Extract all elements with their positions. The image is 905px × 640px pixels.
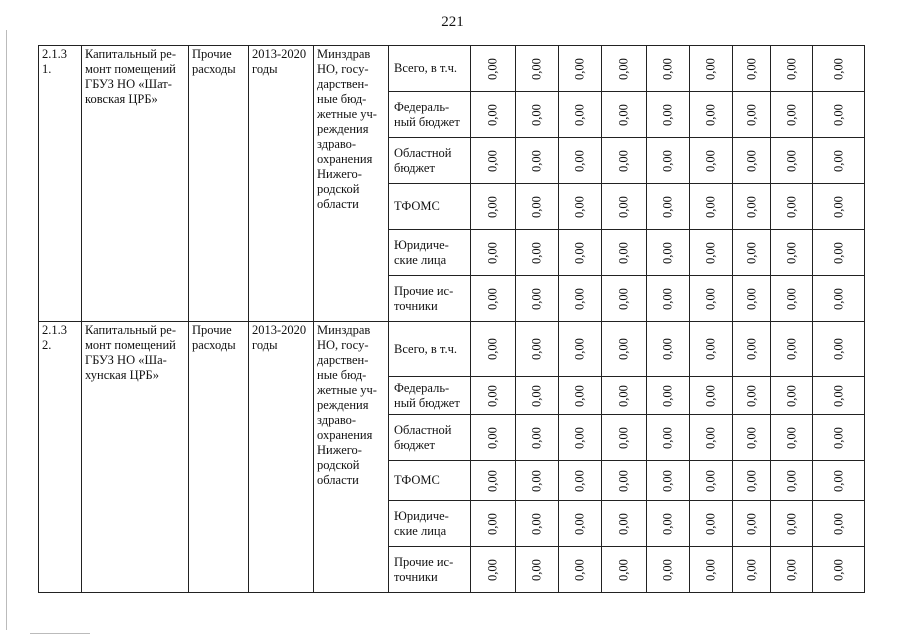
value-text: 0,00 — [616, 512, 631, 535]
value-cell — [771, 138, 813, 184]
value-cell — [471, 46, 516, 92]
value-text: 0,00 — [616, 558, 631, 581]
executor-cell: Минздрав НО, госу-дарствен-ные бюд-жетные уч-реждения здраво-охранения Нижего-родской области — [314, 46, 389, 322]
value-text: 0,00 — [529, 469, 544, 492]
value-text: 0,00 — [784, 57, 798, 80]
value-cell — [559, 230, 602, 276]
value-text: 0,00 — [703, 57, 718, 80]
value-cell — [471, 501, 516, 547]
item-code-cell: 2.1.3 1. — [39, 46, 82, 322]
value-cell — [471, 184, 516, 230]
value-cell — [647, 322, 690, 377]
value-text: 0,00 — [831, 195, 845, 218]
value-cell — [559, 461, 602, 501]
value-text: 0,00 — [744, 195, 758, 218]
value-cell — [813, 377, 865, 415]
value-cell — [471, 415, 516, 461]
value-text: 0,00 — [529, 103, 544, 126]
value-cell — [813, 184, 865, 230]
value-cell — [733, 92, 771, 138]
value-text: 0,00 — [744, 384, 758, 407]
value-text: 0,00 — [784, 384, 798, 407]
value-text: 0,00 — [703, 512, 718, 535]
value-cell — [516, 415, 559, 461]
value-cell — [516, 230, 559, 276]
value-text: 0,00 — [660, 103, 675, 126]
item-name-cell: Капитальный ре-монт помещений ГБУЗ НО «Ша-хунская ЦРБ» — [82, 322, 189, 593]
value-text: 0,00 — [660, 241, 675, 264]
value-text: 0,00 — [784, 195, 798, 218]
value-text: 0,00 — [572, 426, 587, 449]
table-row — [39, 322, 865, 377]
value-cell — [602, 415, 647, 461]
value-text: 0,00 — [485, 338, 500, 360]
value-text: 0,00 — [831, 558, 845, 581]
value-text: 0,00 — [744, 512, 758, 535]
value-cell — [690, 415, 733, 461]
value-text: 0,00 — [744, 103, 758, 126]
value-text: 0,00 — [660, 512, 675, 535]
value-cell — [647, 547, 690, 593]
value-text: 0,00 — [831, 338, 845, 360]
value-text: 0,00 — [529, 558, 544, 581]
value-cell — [771, 547, 813, 593]
value-text: 0,00 — [744, 426, 758, 449]
funding-source-cell: Юридиче-ские лица — [389, 501, 471, 547]
value-cell — [516, 461, 559, 501]
value-text: 0,00 — [485, 384, 500, 407]
value-cell — [733, 547, 771, 593]
value-cell — [771, 501, 813, 547]
value-cell — [771, 92, 813, 138]
value-cell — [771, 461, 813, 501]
page-number: 221 — [441, 14, 464, 30]
value-text: 0,00 — [744, 241, 758, 264]
value-cell — [813, 46, 865, 92]
value-cell — [516, 322, 559, 377]
value-cell — [559, 377, 602, 415]
value-cell — [602, 322, 647, 377]
value-cell — [471, 377, 516, 415]
value-text: 0,00 — [529, 287, 544, 310]
value-cell — [647, 184, 690, 230]
value-cell — [771, 377, 813, 415]
value-cell — [559, 501, 602, 547]
value-cell — [647, 276, 690, 322]
value-cell — [733, 415, 771, 461]
funding-source-cell: ТФОМС — [389, 184, 471, 230]
value-cell — [602, 276, 647, 322]
value-text: 0,00 — [485, 426, 500, 449]
value-text: 0,00 — [485, 241, 500, 264]
value-cell — [647, 230, 690, 276]
funding-source-cell: Областной бюджет — [389, 415, 471, 461]
value-cell — [602, 230, 647, 276]
value-text: 0,00 — [529, 512, 544, 535]
value-text: 0,00 — [703, 195, 718, 218]
value-text: 0,00 — [703, 469, 718, 492]
value-text: 0,00 — [784, 469, 798, 492]
value-cell — [690, 322, 733, 377]
value-text: 0,00 — [831, 57, 845, 80]
value-cell — [559, 46, 602, 92]
value-text: 0,00 — [831, 384, 845, 407]
value-text: 0,00 — [572, 287, 587, 310]
value-text: 0,00 — [572, 195, 587, 218]
value-text: 0,00 — [660, 57, 675, 80]
value-text: 0,00 — [572, 338, 587, 360]
funding-source-cell: Юридиче-ские лица — [389, 230, 471, 276]
item-code-cell: 2.1.3 2. — [39, 322, 82, 593]
value-text: 0,00 — [485, 103, 500, 126]
value-text: 0,00 — [784, 287, 798, 310]
value-cell — [516, 377, 559, 415]
value-text: 0,00 — [616, 426, 631, 449]
budget-table — [38, 45, 865, 593]
value-text: 0,00 — [572, 241, 587, 264]
value-text: 0,00 — [744, 57, 758, 80]
value-cell — [516, 46, 559, 92]
value-text: 0,00 — [784, 103, 798, 126]
value-cell — [516, 138, 559, 184]
value-text: 0,00 — [660, 426, 675, 449]
value-cell — [733, 230, 771, 276]
value-text: 0,00 — [784, 149, 798, 172]
value-text: 0,00 — [529, 384, 544, 407]
value-text: 0,00 — [703, 338, 718, 360]
value-cell — [647, 92, 690, 138]
value-cell — [690, 547, 733, 593]
table-row — [39, 46, 865, 92]
value-cell — [813, 322, 865, 377]
value-cell — [559, 547, 602, 593]
value-cell — [690, 230, 733, 276]
value-cell — [516, 547, 559, 593]
value-cell — [690, 92, 733, 138]
value-text: 0,00 — [572, 558, 587, 581]
value-text: 0,00 — [703, 384, 718, 407]
value-text: 0,00 — [831, 426, 845, 449]
value-text: 0,00 — [703, 241, 718, 264]
value-cell — [602, 547, 647, 593]
value-text: 0,00 — [485, 558, 500, 581]
value-text: 0,00 — [660, 469, 675, 492]
expense-type-cell: Прочие расходы — [189, 46, 249, 322]
value-text: 0,00 — [485, 57, 500, 80]
value-text: 0,00 — [529, 195, 544, 218]
value-text: 0,00 — [616, 287, 631, 310]
value-text: 0,00 — [616, 338, 631, 360]
value-cell — [602, 138, 647, 184]
value-cell — [690, 377, 733, 415]
value-cell — [813, 461, 865, 501]
value-cell — [647, 377, 690, 415]
value-text: 0,00 — [703, 558, 718, 581]
value-cell — [690, 184, 733, 230]
value-cell — [733, 377, 771, 415]
period-cell: 2013-2020 годы — [249, 46, 314, 322]
value-text: 0,00 — [485, 287, 500, 310]
value-cell — [690, 46, 733, 92]
item-name-cell: Капитальный ре-монт помещений ГБУЗ НО «Шат-ковская ЦРБ» — [82, 46, 189, 322]
value-text: 0,00 — [660, 149, 675, 172]
value-cell — [813, 230, 865, 276]
value-cell — [602, 184, 647, 230]
value-text: 0,00 — [660, 195, 675, 218]
value-text: 0,00 — [616, 149, 631, 172]
value-text: 0,00 — [744, 338, 758, 360]
value-cell — [602, 501, 647, 547]
value-text: 0,00 — [831, 287, 845, 310]
value-cell — [733, 461, 771, 501]
value-cell — [733, 501, 771, 547]
value-text: 0,00 — [572, 512, 587, 535]
scan-artifact-left — [6, 30, 7, 630]
value-text: 0,00 — [660, 338, 675, 360]
value-cell — [733, 184, 771, 230]
value-text: 0,00 — [529, 426, 544, 449]
value-cell — [813, 415, 865, 461]
value-text: 0,00 — [485, 149, 500, 172]
value-text: 0,00 — [616, 103, 631, 126]
value-cell — [516, 184, 559, 230]
value-text: 0,00 — [744, 149, 758, 172]
value-cell — [771, 46, 813, 92]
funding-source-cell: Федераль-ный бюджет — [389, 92, 471, 138]
value-text: 0,00 — [784, 512, 798, 535]
value-cell — [471, 322, 516, 377]
value-text: 0,00 — [616, 57, 631, 80]
value-text: 0,00 — [660, 384, 675, 407]
value-text: 0,00 — [572, 103, 587, 126]
value-text: 0,00 — [529, 338, 544, 360]
value-text: 0,00 — [744, 558, 758, 581]
value-text: 0,00 — [485, 469, 500, 492]
value-cell — [690, 461, 733, 501]
value-cell — [471, 92, 516, 138]
value-text: 0,00 — [529, 57, 544, 80]
value-cell — [602, 377, 647, 415]
value-cell — [559, 415, 602, 461]
value-cell — [602, 46, 647, 92]
value-cell — [733, 138, 771, 184]
value-cell — [647, 138, 690, 184]
value-text: 0,00 — [831, 149, 845, 172]
value-text: 0,00 — [831, 103, 845, 126]
value-text: 0,00 — [744, 287, 758, 310]
funding-source-cell: Всего, в т.ч. — [389, 46, 471, 92]
value-cell — [733, 322, 771, 377]
value-cell — [516, 501, 559, 547]
expense-type-cell: Прочие расходы — [189, 322, 249, 593]
value-cell — [602, 461, 647, 501]
value-cell — [559, 276, 602, 322]
value-cell — [559, 138, 602, 184]
funding-source-cell: Прочие ис-точники — [389, 276, 471, 322]
value-text: 0,00 — [616, 241, 631, 264]
value-text: 0,00 — [831, 469, 845, 492]
funding-source-cell: ТФОМС — [389, 461, 471, 501]
value-text: 0,00 — [572, 469, 587, 492]
value-text: 0,00 — [616, 384, 631, 407]
value-text: 0,00 — [703, 103, 718, 126]
value-cell — [602, 92, 647, 138]
value-cell — [516, 276, 559, 322]
value-cell — [559, 184, 602, 230]
value-cell — [559, 92, 602, 138]
funding-source-cell: Федераль-ный бюджет — [389, 377, 471, 415]
value-text: 0,00 — [831, 512, 845, 535]
value-text: 0,00 — [660, 558, 675, 581]
value-cell — [813, 547, 865, 593]
period-cell: 2013-2020 годы — [249, 322, 314, 593]
value-cell — [813, 138, 865, 184]
value-cell — [471, 461, 516, 501]
value-cell — [733, 46, 771, 92]
funding-source-cell: Прочие ис-точники — [389, 547, 471, 593]
value-text: 0,00 — [703, 426, 718, 449]
value-cell — [516, 92, 559, 138]
value-cell — [647, 46, 690, 92]
value-text: 0,00 — [485, 512, 500, 535]
value-text: 0,00 — [703, 287, 718, 310]
value-cell — [471, 547, 516, 593]
value-cell — [771, 184, 813, 230]
value-cell — [471, 276, 516, 322]
scan-artifact-bottom — [30, 633, 90, 634]
value-cell — [771, 230, 813, 276]
value-text: 0,00 — [784, 338, 798, 360]
value-text: 0,00 — [572, 149, 587, 172]
value-cell — [647, 415, 690, 461]
value-text: 0,00 — [744, 469, 758, 492]
value-cell — [647, 501, 690, 547]
value-text: 0,00 — [572, 384, 587, 407]
value-cell — [813, 276, 865, 322]
value-cell — [771, 415, 813, 461]
value-text: 0,00 — [660, 287, 675, 310]
value-cell — [690, 276, 733, 322]
value-cell — [690, 501, 733, 547]
value-cell — [559, 322, 602, 377]
value-text: 0,00 — [572, 57, 587, 80]
value-text: 0,00 — [616, 195, 631, 218]
executor-cell: Минздрав НО, госу-дарствен-ные бюд-жетные уч-реждения здраво-охранения Нижего-родской области — [314, 322, 389, 593]
value-cell — [690, 138, 733, 184]
value-cell — [771, 322, 813, 377]
value-text: 0,00 — [616, 469, 631, 492]
value-text: 0,00 — [703, 149, 718, 172]
value-text: 0,00 — [529, 149, 544, 172]
value-cell — [647, 461, 690, 501]
value-text: 0,00 — [529, 241, 544, 264]
value-text: 0,00 — [485, 195, 500, 218]
value-cell — [771, 276, 813, 322]
funding-source-cell: Областной бюджет — [389, 138, 471, 184]
value-cell — [813, 92, 865, 138]
value-text: 0,00 — [784, 426, 798, 449]
value-text: 0,00 — [831, 241, 845, 264]
value-cell — [471, 138, 516, 184]
value-cell — [813, 501, 865, 547]
value-text: 0,00 — [784, 558, 798, 581]
value-cell — [471, 230, 516, 276]
value-cell — [733, 276, 771, 322]
funding-source-cell: Всего, в т.ч. — [389, 322, 471, 377]
value-text: 0,00 — [784, 241, 798, 264]
